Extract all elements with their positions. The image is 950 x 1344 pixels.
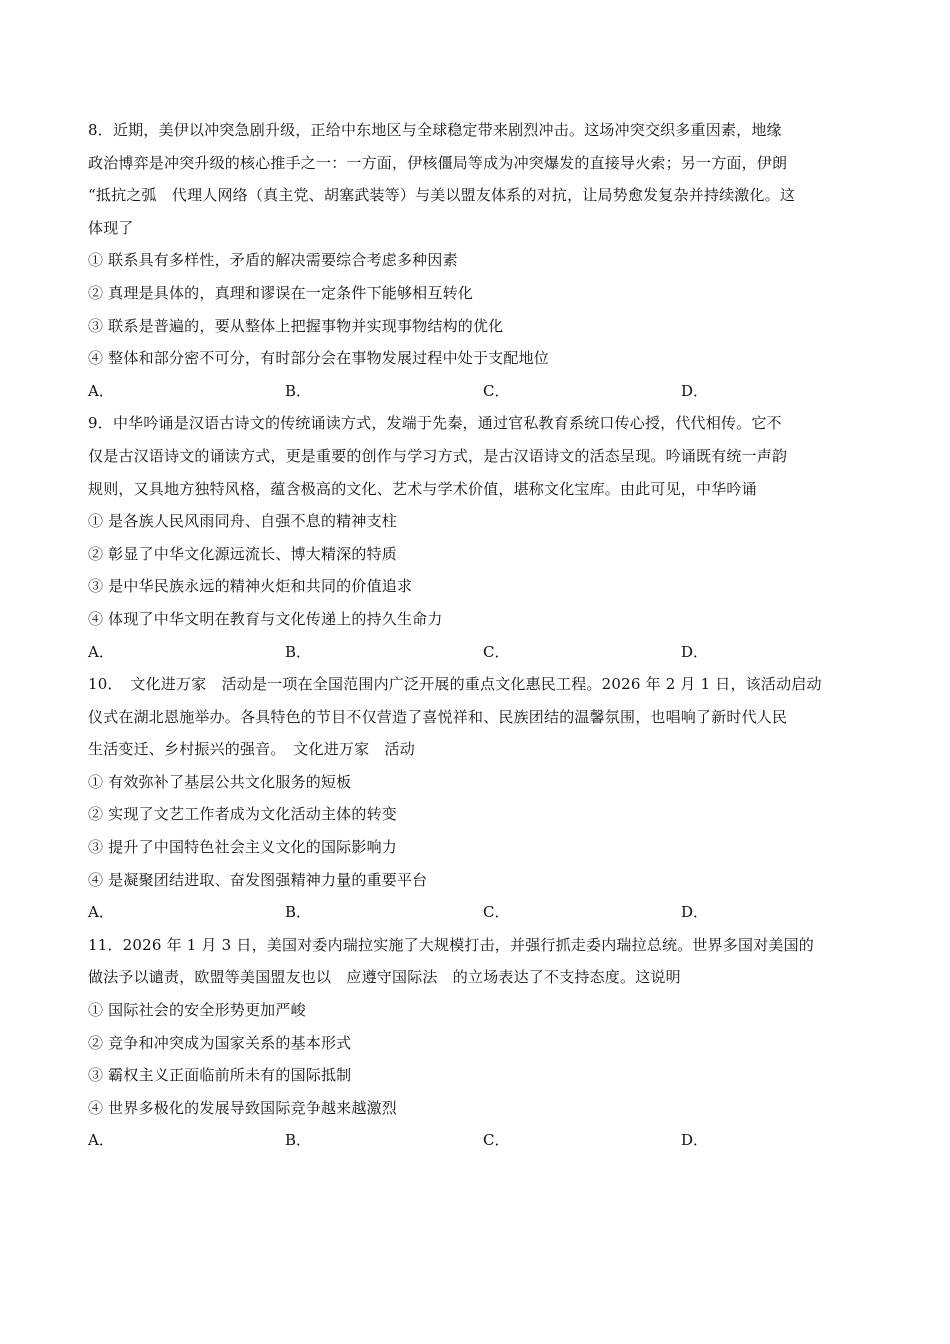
question-stem-line: 8．近期，美伊以冲突急剧升级，正给中东地区与全球稳定带来剧烈冲击。这场冲突交织多重因素，地缘: [88, 121, 782, 139]
choice-b: B．: [285, 1131, 312, 1150]
statement-option: ④ 是凝聚团结进取、奋发图强精神力量的重要平台: [88, 870, 428, 889]
choice-c: C．: [483, 642, 510, 661]
answer-choices: [88, 896, 888, 929]
choice-b: B．: [285, 903, 312, 922]
statement-option: ② 彰显了中华文化源远流长、博大精深的特质: [88, 544, 397, 563]
question-stem-line: 仪式在湖北恩施举办。各具特色的节目不仅营造了喜悦祥和、民族团结的温馨氛围，也唱响了新时代人民: [88, 707, 788, 726]
choice-a: A．: [88, 903, 114, 922]
statement-option: ③ 霸权主义正面临前所未有的国际抵制: [88, 1066, 352, 1085]
question-stem-line: 规则，又具地方独特风格，蕴含极高的文化、艺术与学术价值，堪称文化宝库。由此可见，中华吟诵: [88, 479, 757, 498]
statement-option: ② 竞争和冲突成为国家关系的基本形式: [88, 1033, 352, 1052]
answer-choices: [88, 1124, 888, 1157]
question-stem-line: 生活变迁、乡村振兴的强音。 文化进万家 活动: [88, 740, 415, 759]
question-stem-line: 9．中华吟诵是汉语古诗文的传统诵读方式，发端于先秦，通过官私教育系统口传心授，代代相传。它不: [88, 414, 782, 433]
question-stem-line: 11．2026 年 1 月 3 日，美国对委内瑞拉实施了大规模打击，并强行抓走委内瑞拉总统。世界多国对美国的: [88, 935, 814, 954]
answer-choices: [88, 375, 888, 408]
statement-option: ② 实现了文艺工作者成为文化活动主体的转变: [88, 805, 397, 824]
choice-a: A．: [88, 381, 114, 400]
statement-option: ② 真理是具体的，真理和谬误在一定条件下能够相互转化: [88, 283, 473, 302]
statement-option: ③ 提升了中国特色社会主义文化的国际影响力: [88, 838, 397, 857]
choice-d: D．: [681, 642, 709, 661]
question-stem-line: 体现了: [88, 218, 134, 237]
question-8: [88, 114, 888, 407]
statement-option: ① 联系具有多样性，矛盾的解决需要综合考虑多种因素: [88, 251, 458, 270]
question-stem-line: 10． 文化进万家 活动是一项在全国范围内广泛开展的重点文化惠民工程。2026 年 2 月 1 日，该活动启动: [88, 675, 822, 694]
choice-d: D．: [681, 381, 709, 400]
statement-option: ① 是各族人民风雨同舟、自强不息的精神支柱: [88, 512, 397, 531]
statement-option: ① 国际社会的安全形势更加严峻: [88, 1001, 306, 1020]
choice-d: D．: [681, 1131, 709, 1150]
statement-option: ③ 是中华民族永远的精神火炬和共同的价值追求: [88, 577, 413, 596]
question-stem-line: 政治博弈是冲突升级的核心推手之一：一方面，伊核僵局等成为冲突爆发的直接导火索；另一方面，伊朗: [88, 153, 788, 172]
question-stem-line: 做法予以谴责，欧盟等美国盟友也以 应遵守国际法 的立场表达了不支持态度。这说明: [88, 968, 681, 987]
statement-option: ④ 世界多极化的发展导致国际竞争越来越激烈: [88, 1098, 397, 1117]
question-10: [88, 668, 888, 929]
question-stem-line: “抵抗之弧 代理人网络（真主党、胡塞武装等）与美以盟友体系的对抗，让局势愈发复杂并持续激化。这: [88, 186, 796, 205]
statement-option: ① 有效弥补了基层公共文化服务的短板: [88, 772, 352, 791]
choice-c: C．: [483, 1131, 510, 1150]
choice-c: C．: [483, 381, 510, 400]
statement-option: ③ 联系是普遍的，要从整体上把握事物并实现事物结构的优化: [88, 316, 504, 335]
choice-a: A．: [88, 642, 114, 661]
question-11: [88, 929, 888, 1157]
question-list: [88, 114, 888, 1157]
choice-b: B．: [285, 381, 312, 400]
statement-option: ④ 体现了中华文明在教育与文化传递上的持久生命力: [88, 609, 443, 628]
question-stem-line: 仅是古汉语诗文的诵读方式，更是重要的创作与学习方式，是古汉语诗文的活态呈现。吟诵既有统一声韵: [88, 446, 788, 465]
choice-b: B．: [285, 642, 312, 661]
choice-d: D．: [681, 903, 709, 922]
answer-choices: [88, 636, 888, 669]
statement-option: ④ 整体和部分密不可分，有时部分会在事物发展过程中处于支配地位: [88, 349, 549, 368]
choice-a: A．: [88, 1131, 114, 1150]
question-9: [88, 407, 888, 668]
choice-c: C．: [483, 903, 510, 922]
